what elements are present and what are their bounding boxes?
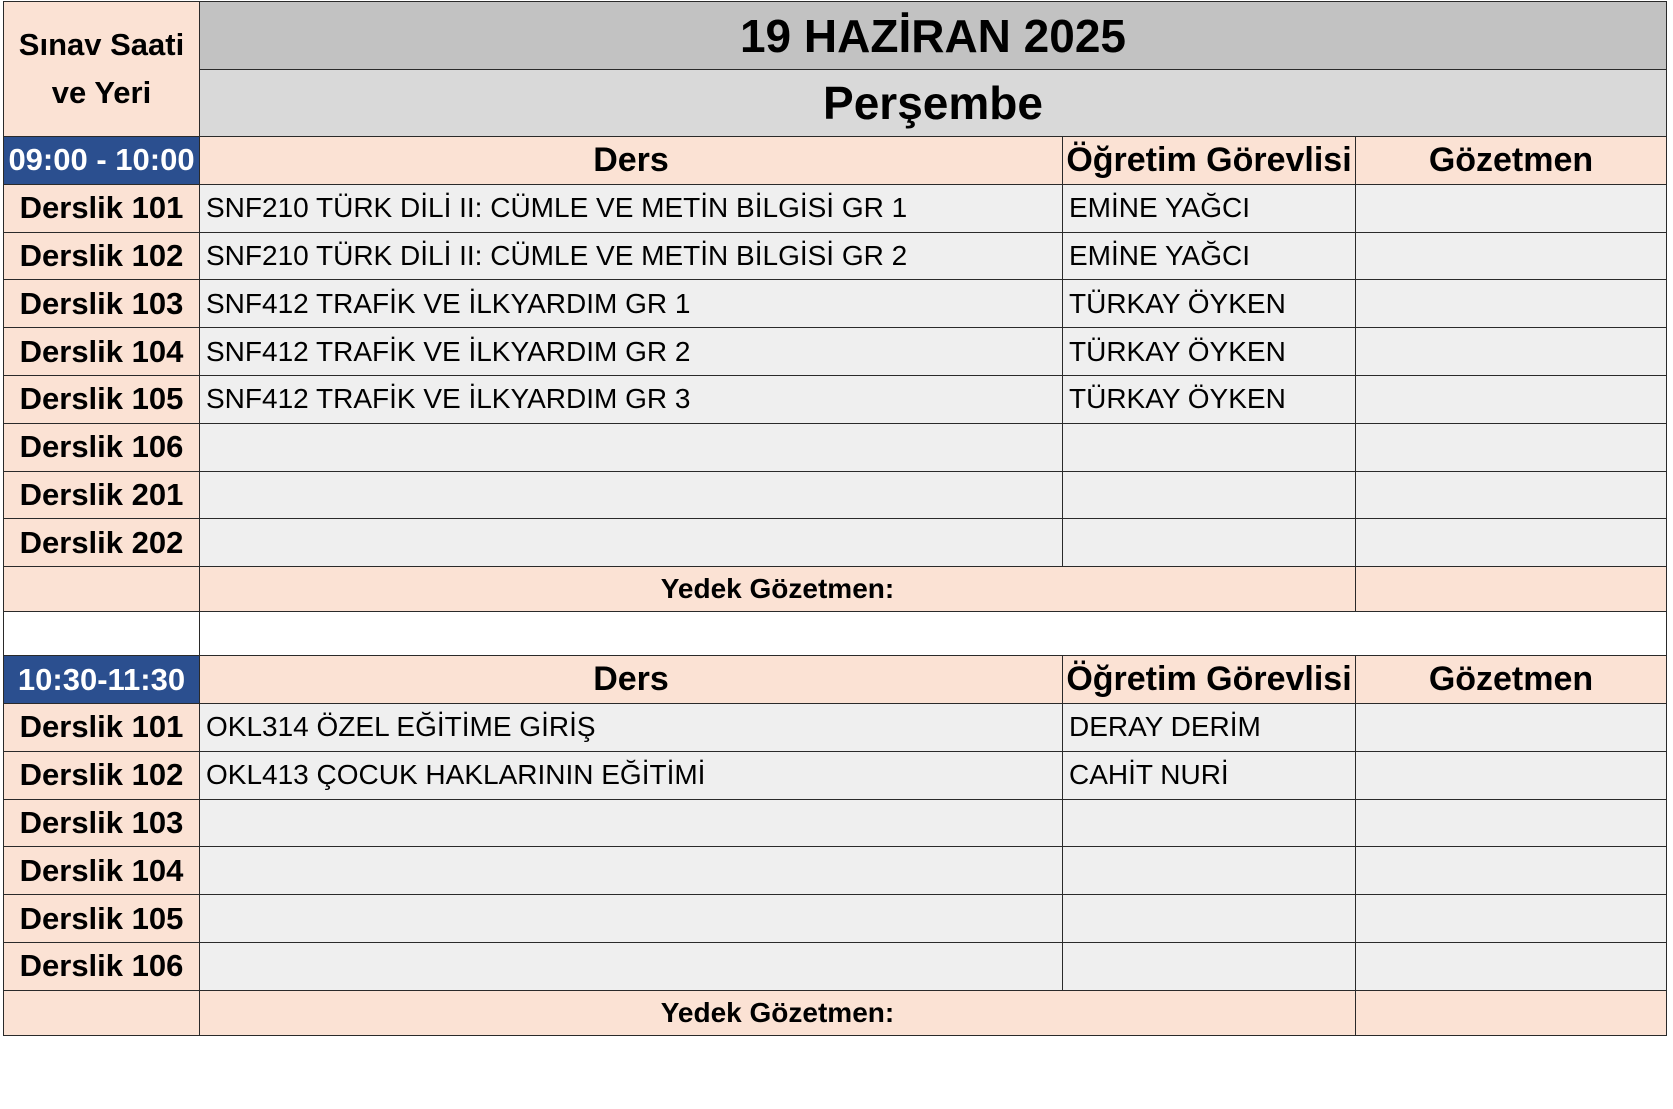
table-row (4, 471, 1667, 519)
column-header-course: Ders (200, 656, 1063, 704)
reserve-blank-cell (4, 990, 200, 1035)
room-cell: Derslik 103 (4, 799, 200, 847)
room-cell: Derslik 101 (4, 703, 200, 751)
proctor-cell[interactable] (1356, 280, 1667, 328)
instructor-cell[interactable]: TÜRKAY ÖYKEN (1063, 375, 1356, 423)
course-cell[interactable] (200, 942, 1063, 990)
table-row (4, 942, 1667, 990)
table-row (4, 703, 1667, 751)
weekday-title: Perşembe (200, 70, 1667, 137)
reserve-proctor-row (4, 567, 1667, 612)
course-cell[interactable] (200, 423, 1063, 471)
course-cell[interactable]: SNF210 TÜRK DİLİ II: CÜMLE VE METİN BİLGİSİ GR 1 (200, 184, 1063, 232)
proctor-cell[interactable] (1356, 942, 1667, 990)
table-row (4, 895, 1667, 943)
course-cell[interactable] (200, 799, 1063, 847)
proctor-cell[interactable] (1356, 895, 1667, 943)
instructor-cell[interactable]: EMİNE YAĞCI (1063, 232, 1356, 280)
instructor-cell[interactable]: TÜRKAY ÖYKEN (1063, 280, 1356, 328)
proctor-cell[interactable] (1356, 471, 1667, 519)
reserve-proctor-label: Yedek Gözetmen: (200, 990, 1356, 1035)
instructor-cell[interactable]: CAHİT NURİ (1063, 751, 1356, 799)
course-cell[interactable]: SNF412 TRAFİK VE İLKYARDIM GR 3 (200, 375, 1063, 423)
course-cell[interactable]: OKL413 ÇOCUK HAKLARININ EĞİTİMİ (200, 751, 1063, 799)
table-row (4, 375, 1667, 423)
reserve-proctor-value[interactable] (1356, 990, 1667, 1035)
instructor-cell[interactable] (1063, 799, 1356, 847)
session-spacer-row (4, 612, 1667, 656)
session-header-row (4, 656, 1667, 704)
table-row (4, 328, 1667, 376)
proctor-cell[interactable] (1356, 519, 1667, 567)
proctor-cell[interactable] (1356, 423, 1667, 471)
schedule-table (3, 1, 1667, 1036)
room-cell: Derslik 106 (4, 942, 200, 990)
proctor-cell[interactable] (1356, 751, 1667, 799)
column-header-course: Ders (200, 137, 1063, 185)
corner-line-1: Sınav Saati (18, 27, 185, 62)
table-row (4, 423, 1667, 471)
session-time-badge: 10:30-11:30 (4, 656, 200, 704)
proctor-cell[interactable] (1356, 232, 1667, 280)
proctor-cell[interactable] (1356, 799, 1667, 847)
instructor-cell[interactable]: TÜRKAY ÖYKEN (1063, 328, 1356, 376)
room-cell: Derslik 101 (4, 184, 200, 232)
corner-line-2: ve Yeri (51, 75, 152, 110)
room-cell: Derslik 105 (4, 895, 200, 943)
instructor-cell[interactable] (1063, 519, 1356, 567)
column-header-instructor: Öğretim Görevlisi (1063, 137, 1356, 185)
instructor-cell[interactable] (1063, 423, 1356, 471)
room-cell: Derslik 102 (4, 751, 200, 799)
room-cell: Derslik 105 (4, 375, 200, 423)
proctor-cell[interactable] (1356, 847, 1667, 895)
room-cell: Derslik 201 (4, 471, 200, 519)
room-cell: Derslik 104 (4, 328, 200, 376)
course-cell[interactable]: SNF210 TÜRK DİLİ II: CÜMLE VE METİN BİLGİSİ GR 2 (200, 232, 1063, 280)
spacer-cell (200, 612, 1667, 656)
room-cell: Derslik 103 (4, 280, 200, 328)
table-row (4, 799, 1667, 847)
table-row (4, 847, 1667, 895)
instructor-cell[interactable] (1063, 471, 1356, 519)
course-cell[interactable] (200, 519, 1063, 567)
course-cell[interactable] (200, 471, 1063, 519)
instructor-cell[interactable] (1063, 895, 1356, 943)
course-cell[interactable]: SNF412 TRAFİK VE İLKYARDIM GR 1 (200, 280, 1063, 328)
table-row (4, 519, 1667, 567)
session-header-row (4, 137, 1667, 185)
corner-header (4, 2, 200, 137)
instructor-cell[interactable] (1063, 847, 1356, 895)
column-header-proctor: Gözetmen (1356, 137, 1667, 185)
schedule-body (4, 2, 1667, 1036)
room-cell: Derslik 104 (4, 847, 200, 895)
instructor-cell[interactable]: DERAY DERİM (1063, 703, 1356, 751)
room-cell: Derslik 106 (4, 423, 200, 471)
table-row (4, 751, 1667, 799)
reserve-proctor-value[interactable] (1356, 567, 1667, 612)
reserve-proctor-row (4, 990, 1667, 1035)
column-header-proctor: Gözetmen (1356, 656, 1667, 704)
session-time-badge: 09:00 - 10:00 (4, 137, 200, 185)
course-cell[interactable] (200, 895, 1063, 943)
room-cell: Derslik 202 (4, 519, 200, 567)
course-cell[interactable] (200, 847, 1063, 895)
proctor-cell[interactable] (1356, 328, 1667, 376)
reserve-blank-cell (4, 567, 200, 612)
column-header-instructor: Öğretim Görevlisi (1063, 656, 1356, 704)
proctor-cell[interactable] (1356, 703, 1667, 751)
instructor-cell[interactable]: EMİNE YAĞCI (1063, 184, 1356, 232)
instructor-cell[interactable] (1063, 942, 1356, 990)
room-cell: Derslik 102 (4, 232, 200, 280)
table-row (4, 232, 1667, 280)
spacer-cell (4, 612, 200, 656)
table-row (4, 184, 1667, 232)
course-cell[interactable]: SNF412 TRAFİK VE İLKYARDIM GR 2 (200, 328, 1063, 376)
reserve-proctor-label: Yedek Gözetmen: (200, 567, 1356, 612)
table-row (4, 280, 1667, 328)
date-title: 19 HAZİRAN 2025 (200, 2, 1667, 70)
proctor-cell[interactable] (1356, 375, 1667, 423)
proctor-cell[interactable] (1356, 184, 1667, 232)
course-cell[interactable]: OKL314 ÖZEL EĞİTİME GİRİŞ (200, 703, 1063, 751)
